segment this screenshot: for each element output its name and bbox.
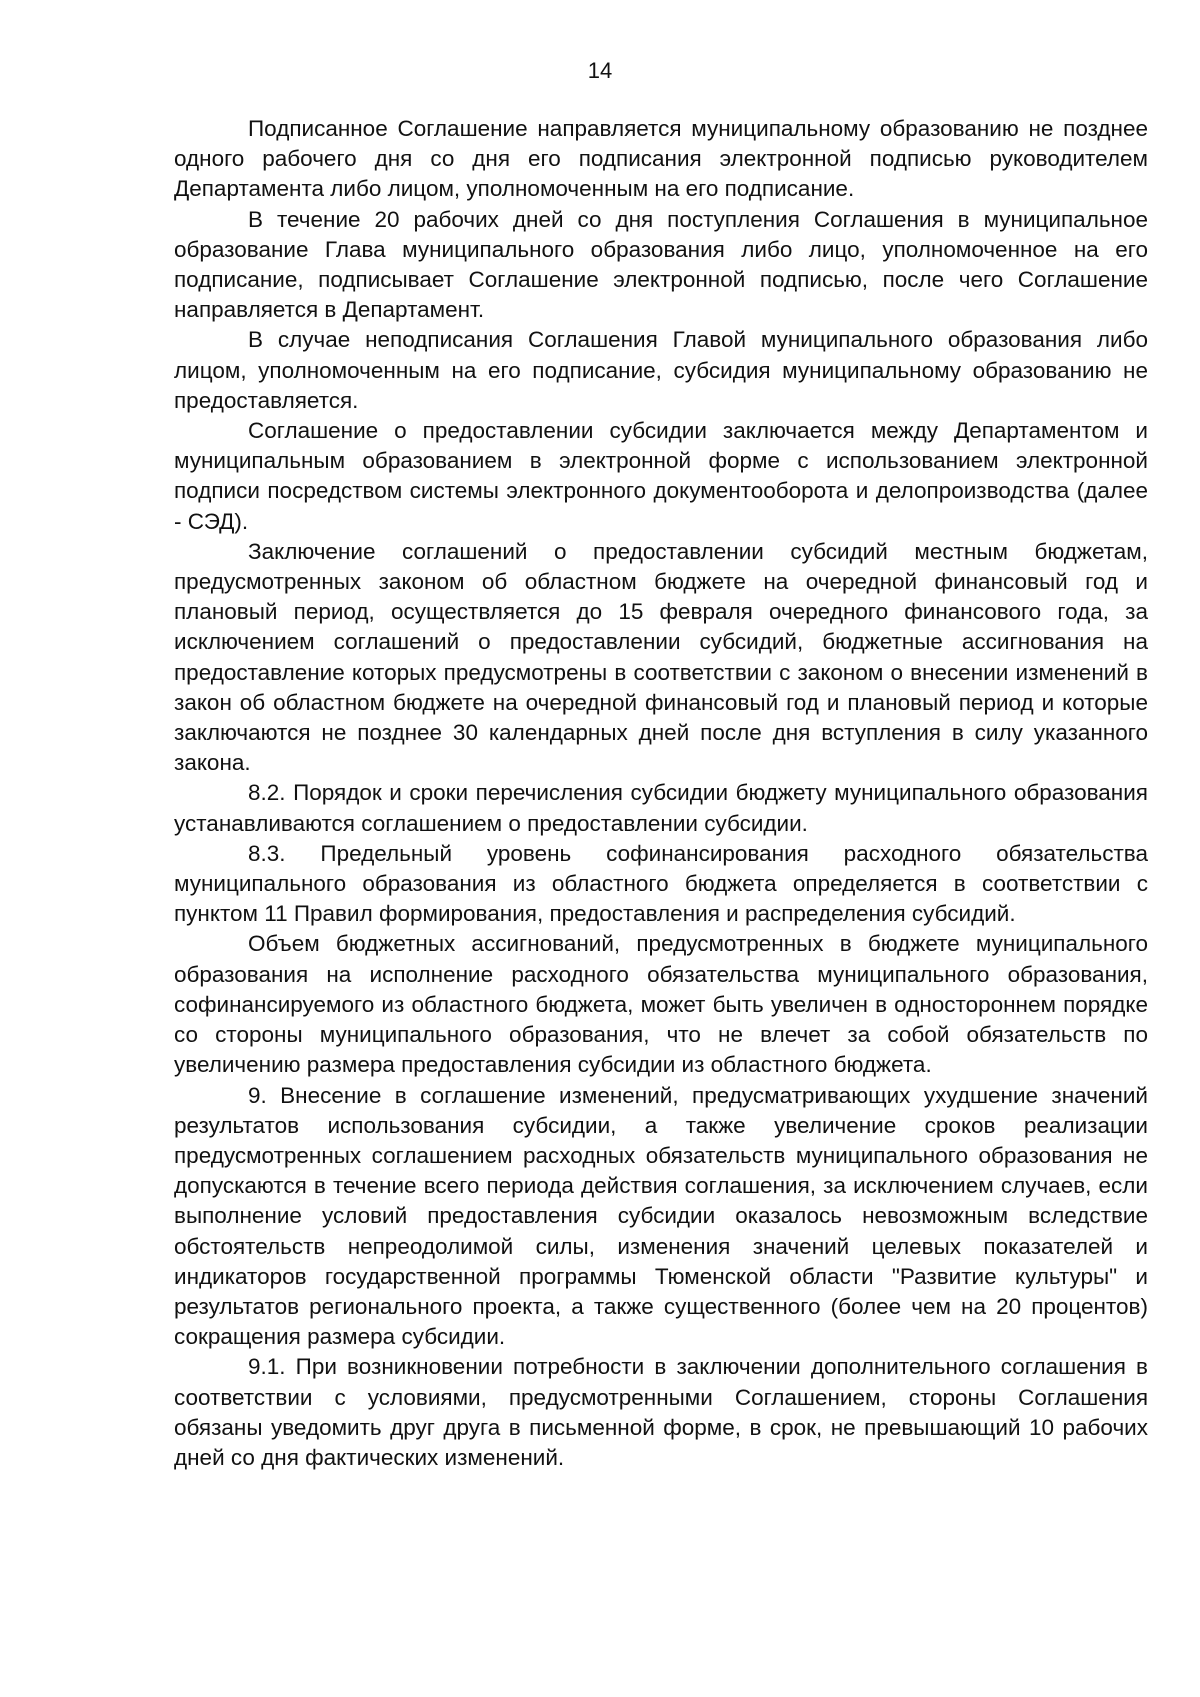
- paragraph-9: 9. Внесение в соглашение изменений, предусматривающих ухудшение значений результатов использования субсидии, а также увеличение сроков реализации предусмотренных соглашением расходных обязательств муниципального образования не допускаются в течение всего периода действия соглашения, за исключением случаев, если выполнение условий предоставления субсидии оказалось невозможным вследствие обстоятельств непреодолимой силы, изменения значений целевых показателей и индикаторов государственной программы Тюменской области "Развитие культуры" и результатов регионального проекта, а также существенного (более чем на 20 процентов) сокращения размера субсидии.: [174, 1082, 1148, 1350]
- paragraph-non-signing: В случае неподписания Соглашения Главой муниципального образования либо лицом, уполномоченным на его подписание, субсидия муниципальному образованию не предоставляется.: [174, 327, 1148, 413]
- paragraph-8-2: 8.2. Порядок и сроки перечисления субсидии бюджету муниципального образования устанавливаются соглашением о предоставлении субсидии.: [174, 780, 1148, 836]
- paragraph-signed-agreement: Подписанное Соглашение направляется муниципальному образованию не позднее одного рабочего дня со дня его подписания электронной подписью руководителем Департамента либо лицом, уполномоченным на его подписание.: [174, 116, 1148, 202]
- paragraph-electronic-form: Соглашение о предоставлении субсидии заключается между Департаментом и муниципальным образованием в электронной форме с использованием электронной подписи посредством системы электронного документооборота и делопроизводства (далее - СЭД).: [174, 418, 1148, 534]
- paragraph-signing-period: В течение 20 рабочих дней со дня поступления Соглашения в муниципальное образование Глава муниципального образования либо лицо, уполномоченное на его подписание, подписывает Соглашение электронной подписью, после чего Соглашение направляется в Департамент.: [174, 206, 1148, 323]
- page-number: 14: [587, 58, 613, 83]
- paragraph-8-3: 8.3. Предельный уровень софинансирования расходного обязательства муниципального образования из областного бюджета определяется в соответствии с пунктом 11 Правил формирования, предоставления и распределения субсидий.: [174, 840, 1148, 927]
- document-body: [174, 114, 1148, 1473]
- paragraph-conclusion-deadline: Заключение соглашений о предоставлении субсидий местным бюджетам, предусмотренных законом об областном бюджете на очередной финансовый год и плановый период, осуществляется до 15 февраля очередного финансового года, за исключением соглашений о предоставлении субсидий, бюджетные ассигнования на предоставление которых предусмотрены в соответствии с законом о внесении изменений в закон об областном бюджете на очередной финансовый год и плановый период и которые заключаются не позднее 30 календарных дней после дня вступления в силу указанного закона.: [174, 538, 1148, 776]
- paragraph-9-1: 9.1. При возникновении потребности в заключении дополнительного соглашения в соответствии с условиями, предусмотренными Соглашением, стороны Соглашения обязаны уведомить друг друга в письменной форме, в срок, не превышающий 10 рабочих дней со дня фактических изменений.: [174, 1354, 1148, 1470]
- paragraph-budget-volume: Объем бюджетных ассигнований, предусмотренных в бюджете муниципального образования на исполнение расходного обязательства муниципального образования, софинансируемого из областного бюджета, может быть увеличен в одностороннем порядке со стороны муниципального образования, что не влечет за собой обязательств по увеличению размера предоставления субсидии из областного бюджета.: [174, 931, 1148, 1078]
